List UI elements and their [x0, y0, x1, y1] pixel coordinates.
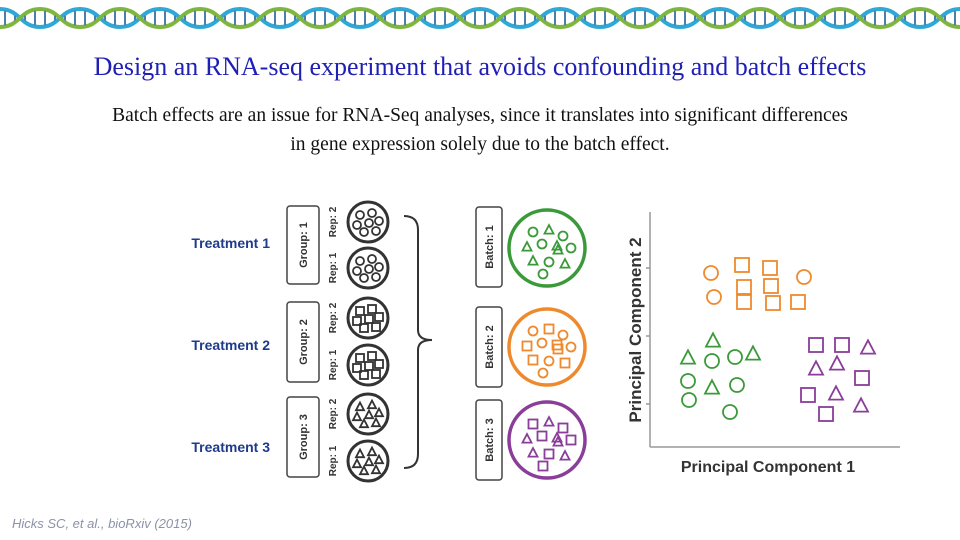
group-label-2: Group: 2 [298, 319, 310, 365]
sample-circles [348, 202, 388, 481]
subtitle [10, 101, 950, 159]
circle-marker [707, 290, 721, 304]
dna-banner [0, 0, 960, 36]
square-marker [766, 296, 780, 310]
circle-marker [681, 374, 695, 388]
square-marker [735, 258, 749, 272]
triangle-marker [861, 340, 875, 353]
square-marker [791, 295, 805, 309]
circle-marker [797, 270, 811, 284]
treatment-label-2: Treatment 2 [191, 337, 270, 353]
triangle-marker [746, 346, 760, 359]
square-marker [764, 279, 778, 293]
pca-points [681, 258, 875, 421]
subtitle-line-2: in gene expression solely due to the batch effect. [290, 134, 670, 155]
rep-label: Rep: 2 [328, 206, 339, 238]
square-marker [809, 338, 823, 352]
square-marker [763, 261, 777, 275]
subtitle-line-1: Batch effects are an issue for RNA-Seq analyses, since it translates into significant differences [112, 105, 848, 126]
pca-ylabel: Principal Component 2 [626, 237, 645, 423]
circle-marker [730, 378, 744, 392]
treatment-label-1: Treatment 1 [191, 235, 270, 251]
batch-circles [509, 210, 585, 478]
batch-label-3: Batch: 3 [484, 418, 496, 462]
batch-label-1: Batch: 1 [484, 225, 496, 269]
rep-label: Rep: 1 [328, 349, 339, 381]
triangle-marker [830, 356, 844, 369]
group-label-3: Group: 3 [298, 414, 310, 460]
square-marker [801, 388, 815, 402]
triangle-marker [809, 361, 823, 374]
rep-label: Rep: 2 [328, 398, 339, 430]
page-title: Design an RNA-seq experiment that avoids confounding and batch effects [93, 52, 867, 81]
bracket [404, 216, 432, 468]
batch-effect-diagram [0, 190, 960, 490]
circle-marker [704, 266, 718, 280]
circle-marker [682, 393, 696, 407]
group-label-1: Group: 1 [298, 222, 310, 268]
circle-marker [723, 405, 737, 419]
circle-marker [728, 350, 742, 364]
triangle-marker [681, 350, 695, 363]
treatment-label-3: Treatment 3 [191, 439, 270, 455]
pca-xlabel: Principal Component 1 [680, 459, 856, 476]
triangle-marker [854, 398, 868, 411]
triangle-marker [829, 386, 843, 399]
square-marker [835, 338, 849, 352]
square-marker [819, 407, 833, 421]
rep-label: Rep: 2 [328, 302, 339, 334]
batch-label-2: Batch: 2 [484, 325, 496, 369]
triangle-marker [706, 333, 720, 346]
triangle-marker [705, 380, 719, 393]
rep-label: Rep: 1 [328, 252, 339, 284]
square-marker [855, 371, 869, 385]
rep-label: Rep: 1 [328, 445, 339, 477]
square-marker [737, 280, 751, 294]
citation: Hicks SC, et al., bioRxiv (2015) [12, 516, 192, 531]
circle-marker [705, 354, 719, 368]
square-marker [737, 295, 751, 309]
